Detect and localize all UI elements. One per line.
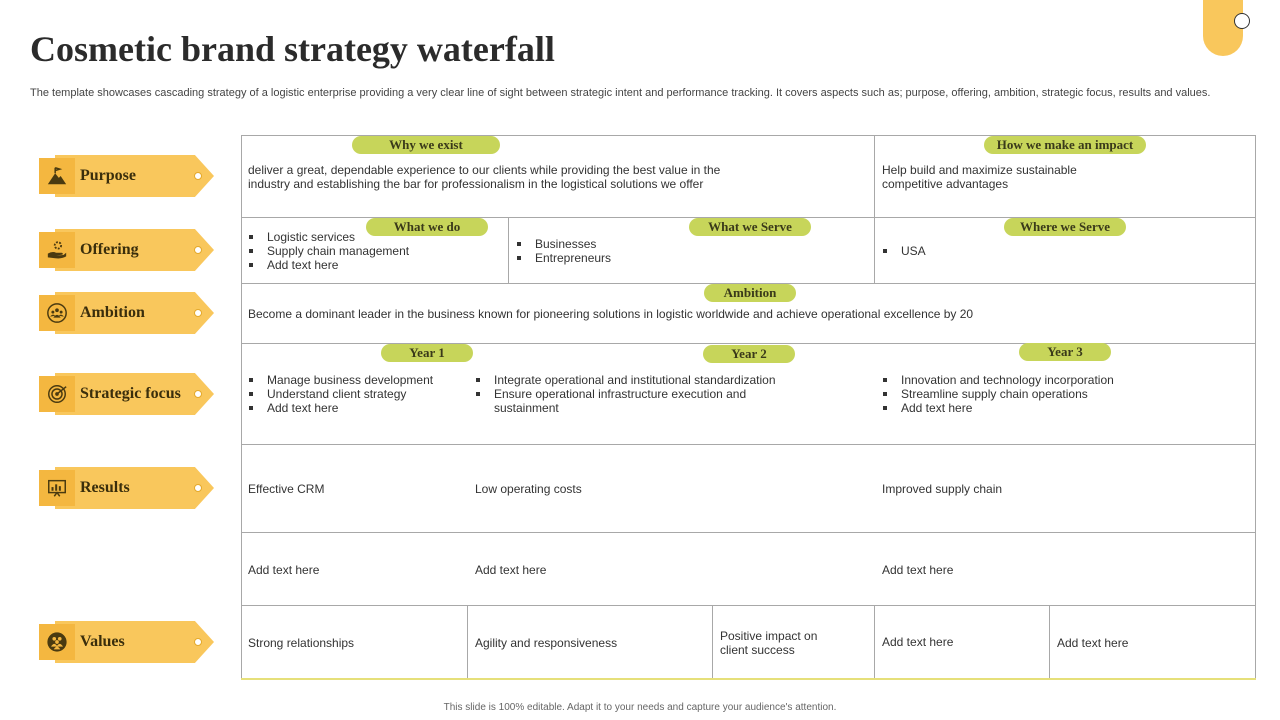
year-2-pill: Year 2 xyxy=(703,345,795,363)
results-cell: Effective CRM xyxy=(248,482,325,496)
list-item: Supply chain management xyxy=(248,244,498,258)
results-cell: Improved supply chain xyxy=(882,482,1003,496)
sidebar-item-label: Values xyxy=(80,633,125,650)
list-item: Streamline supply chain operations xyxy=(882,387,1182,401)
values-cell: Agility and responsiveness xyxy=(475,636,618,650)
ambition-pill: Ambition xyxy=(704,284,796,302)
what-we-serve-pill: What we Serve xyxy=(689,218,811,236)
sidebar-item-label: Strategic focus xyxy=(80,385,181,402)
sidebar-item-label: Ambition xyxy=(80,304,145,321)
corner-decoration xyxy=(1203,0,1243,56)
sidebar-item-label: Results xyxy=(80,479,130,496)
what-we-serve-list xyxy=(516,237,766,265)
year-2-list xyxy=(475,373,795,415)
sidebar-item-purpose xyxy=(39,155,214,197)
results-cell: Low operating costs xyxy=(475,482,582,496)
target-icon xyxy=(39,376,75,412)
how-we-make-impact-text: Help build and maximize sustainable competitive advantages xyxy=(882,163,1077,191)
what-we-do-list xyxy=(248,230,498,272)
mountain-flag-icon xyxy=(39,158,75,194)
list-item: Add text here xyxy=(882,401,1182,415)
list-item: Entrepreneurs xyxy=(516,251,766,265)
values-cell: Positive impact on client success xyxy=(720,629,818,657)
footer-note: This slide is 100% editable. Adapt it to your needs and capture your audience's attention. xyxy=(443,702,837,713)
year-1-list xyxy=(248,373,463,415)
sidebar-item-offering xyxy=(39,229,214,271)
sidebar-item-strategic-focus xyxy=(39,373,214,415)
corner-circle-icon xyxy=(1234,13,1250,29)
year-3-pill: Year 3 xyxy=(1019,343,1111,361)
sidebar-item-label: Offering xyxy=(80,241,139,258)
values-cell: Add text here xyxy=(882,635,954,649)
list-item: Ensure operational infrastructure execution and sustainment xyxy=(475,387,795,415)
list-item: Add text here xyxy=(248,401,463,415)
why-we-exist-pill: Why we exist xyxy=(352,136,500,154)
where-we-serve-list xyxy=(882,244,1132,258)
why-we-exist-text: deliver a great, dependable experience to our clients while providing the best value in the industry and establishing the bar for professionalism in the logistical solutions we offer xyxy=(248,163,721,191)
list-item: Businesses xyxy=(516,237,766,251)
list-item: USA xyxy=(882,244,1132,258)
list-item: Add text here xyxy=(248,258,498,272)
what-we-do-pill: What we do xyxy=(366,218,488,236)
sidebar-item-label: Purpose xyxy=(80,167,136,184)
results-cell: Add text here xyxy=(475,563,547,577)
list-item: Innovation and technology incorporation xyxy=(882,373,1182,387)
presentation-chart-icon xyxy=(39,470,75,506)
list-item: Integrate operational and institutional standardization xyxy=(475,373,795,387)
list-item: Logistic services xyxy=(248,230,498,244)
values-cell: Add text here xyxy=(1057,636,1129,650)
page-description: The template showcases cascading strategy of a logistic enterprise providing a very clear line of sight between strategic intent and performance tracking. It covers aspects such as; purpose, offering, ambition, strategic focus, results and values. xyxy=(30,87,1211,99)
bottom-rule xyxy=(241,678,1256,680)
team-circle-icon xyxy=(39,295,75,331)
results-cell: Add text here xyxy=(882,563,954,577)
where-we-serve-pill: Where we Serve xyxy=(1004,218,1126,236)
ambition-text: Become a dominant leader in the business known for pioneering solutions in logistic worldwide and achieve operational excellence by 20 xyxy=(248,307,974,321)
how-we-make-impact-pill: How we make an impact xyxy=(984,136,1146,154)
list-item: Manage business development xyxy=(248,373,463,387)
year-3-list xyxy=(882,373,1182,415)
sidebar-item-values xyxy=(39,621,214,663)
year-1-pill: Year 1 xyxy=(381,344,473,362)
page-title: Cosmetic brand strategy waterfall xyxy=(30,29,555,69)
hand-gear-icon xyxy=(39,232,75,268)
sidebar-item-ambition xyxy=(39,292,214,334)
values-cell: Strong relationships xyxy=(248,636,355,650)
people-group-icon xyxy=(39,624,75,660)
results-cell: Add text here xyxy=(248,563,320,577)
list-item: Understand client strategy xyxy=(248,387,463,401)
sidebar-item-results xyxy=(39,467,214,509)
